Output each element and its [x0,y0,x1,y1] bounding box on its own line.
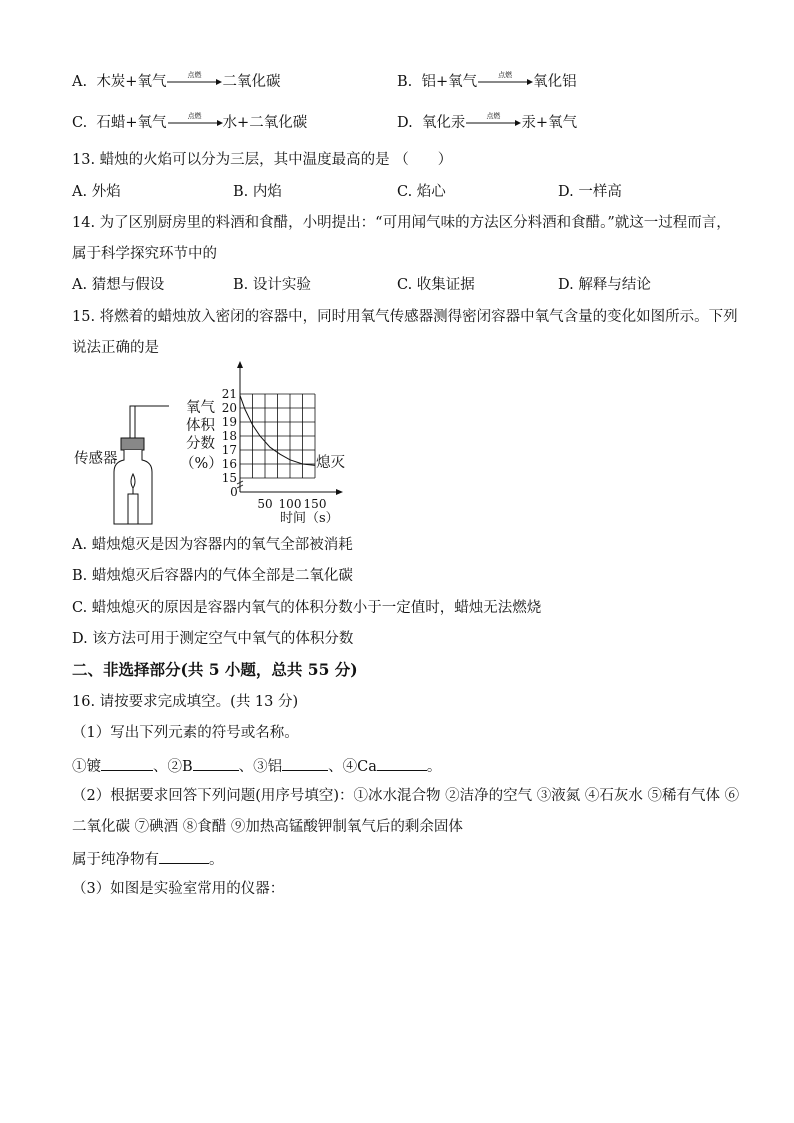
x-axis-caption: 时间（s） [280,511,339,526]
products: 二氧化碳 [222,74,281,90]
option-c-reaction [72,113,307,133]
q14-option-a: A. 猜想与假设 [72,277,165,293]
reaction-arrow [167,113,223,133]
reaction-arrow [166,72,222,92]
q15-stem-line1: 15. 将燃着的蜡烛放入密闭的容器中，同时用氧气传感器测得密闭容器中氧气含量的变化如图所示。下列 [72,309,738,325]
q14-option-c: C. 收集证据 [397,277,475,293]
q15-option-b: B. 蜡烛熄灭后容器内的气体全部是二氧化碳 [72,568,353,584]
q16-part3-title: （3）如图是实验室常用的仪器： [72,881,285,897]
y-tick-label: 16 [221,457,237,471]
arrow-right-icon [167,119,223,127]
extinguish-annotation: 熄灭 [316,455,345,471]
sensor-probe [130,406,135,438]
q14-option-b: B. 设计实验 [233,277,311,293]
q16-part1-blanks [72,755,441,777]
q13-option-b: B. 内焰 [233,184,282,200]
answer-blank[interactable] [159,848,209,864]
q15-option-d: D. 该方法可用于测定空气中氧气的体积分数 [72,631,354,647]
sentence-end: 。 [209,852,224,868]
arrow-right-icon [166,78,222,86]
reaction-arrow [465,113,521,133]
reactants: 木炭+氧气 [96,74,167,90]
arrow-condition: 点燃 [187,112,202,120]
q16-part1-title: （1）写出下列元素的符号或名称。 [72,725,299,741]
q14-option-d: D. 解释与结论 [558,277,651,293]
answer-blank[interactable] [282,755,328,771]
y-axis-caption-3: 分数 [186,436,215,452]
q16-part2-line2: 二氧化碳 ⑦碘酒 ⑧食醋 ⑨加热高锰酸钾制氧气后的剩余固体 [72,819,463,835]
arrow-condition: 点燃 [498,71,513,79]
y-axis-arrow-icon [237,361,243,368]
section-title: 二、非选择部分(共 5 小题，总共 55 分) [72,660,358,679]
y-tick-label: 18 [221,429,237,443]
element-boron: 、②B [153,759,193,775]
flame-icon [131,474,135,488]
products: 水+二氧化碳 [222,115,308,131]
option-a-reaction [72,72,280,92]
x-tick-label: 150 [303,497,327,511]
answer-blank[interactable] [377,755,427,771]
x-axis-arrow-icon [336,489,343,495]
element-aluminum: 、③铝 [238,759,283,775]
answer-blank[interactable] [101,755,153,771]
q16-stem: 16. 请按要求完成填空。(共 13 分) [72,694,299,710]
bottle-stopper [121,438,144,450]
option-letter: B. [397,74,413,90]
y-tick-label: 15 [221,471,237,485]
element-calcium: 、④Ca [328,759,377,775]
products: 汞+氧气 [521,115,578,131]
pure-substance-prompt: 属于纯净物有 [72,852,159,868]
reactants: 石蜡+氧气 [96,115,167,131]
y-tick-label: 20 [221,401,237,415]
y-tick-label: 17 [221,443,237,457]
y-axis-caption-2: 体积 [186,418,215,434]
q14-stem-line1: 14. 为了区别厨房里的料酒和食醋，小明提出：“可用闻气味的方法区分料酒和食醋。”就这一过程而言， [72,215,731,231]
option-b-reaction [397,72,577,92]
q16-part2-line3 [72,848,224,870]
reaction-arrow [477,72,533,92]
arrow-condition: 点燃 [486,112,501,120]
q15-stem-line2: 说法正确的是 [72,340,159,356]
y-axis-caption-1: 氧气 [186,400,215,416]
answer-blank[interactable] [193,755,239,771]
element-beryllium: ①镀 [72,759,101,775]
y-axis-caption-4: （%） [180,456,223,472]
q16-part2-line1: （2）根据要求回答下列问题(用序号填空)：①冰水混合物 ②洁净的空气 ③液氮 ④石灰水 ⑤稀有气体 ⑥ [72,788,740,804]
reactants: 铝+氧气 [421,74,478,90]
y-tick-label: 19 [221,415,237,429]
q13-option-c: C. 焰心 [397,184,446,200]
q15-option-c: C. 蜡烛熄灭的原因是容器内氧气的体积分数小于一定值时，蜡烛无法燃烧 [72,600,542,616]
option-letter: D. [397,115,413,131]
candle [128,494,138,524]
option-letter: C. [72,115,88,131]
x-tick-label: 100 [278,497,302,511]
arrow-right-icon [477,78,533,86]
x-tick-label: 0 [230,485,238,499]
y-tick-label: 21 [221,387,237,401]
reactants: 氧化汞 [421,115,466,131]
q13-option-a: A. 外焰 [72,184,121,200]
q14-stem-line2: 属于科学探究环节中的 [72,246,217,262]
products: 氧化铝 [533,74,577,90]
sensor-label: 传感器 [74,451,118,467]
option-letter: A. [72,74,88,90]
arrow-condition: 点燃 [187,71,202,79]
oxygen-volume-chart [220,358,360,518]
q13-option-d: D. 一样高 [558,184,622,200]
sentence-end: 。 [426,759,442,775]
x-tick-label: 50 [257,497,273,511]
option-d-reaction [397,113,577,133]
q15-option-a: A. 蜡烛熄灭是因为容器内的氧气全部被消耗 [72,537,353,553]
arrow-right-icon [465,119,521,127]
q13-stem: 13. 蜡烛的火焰可以分为三层，其中温度最高的是 （ ） [72,152,453,168]
